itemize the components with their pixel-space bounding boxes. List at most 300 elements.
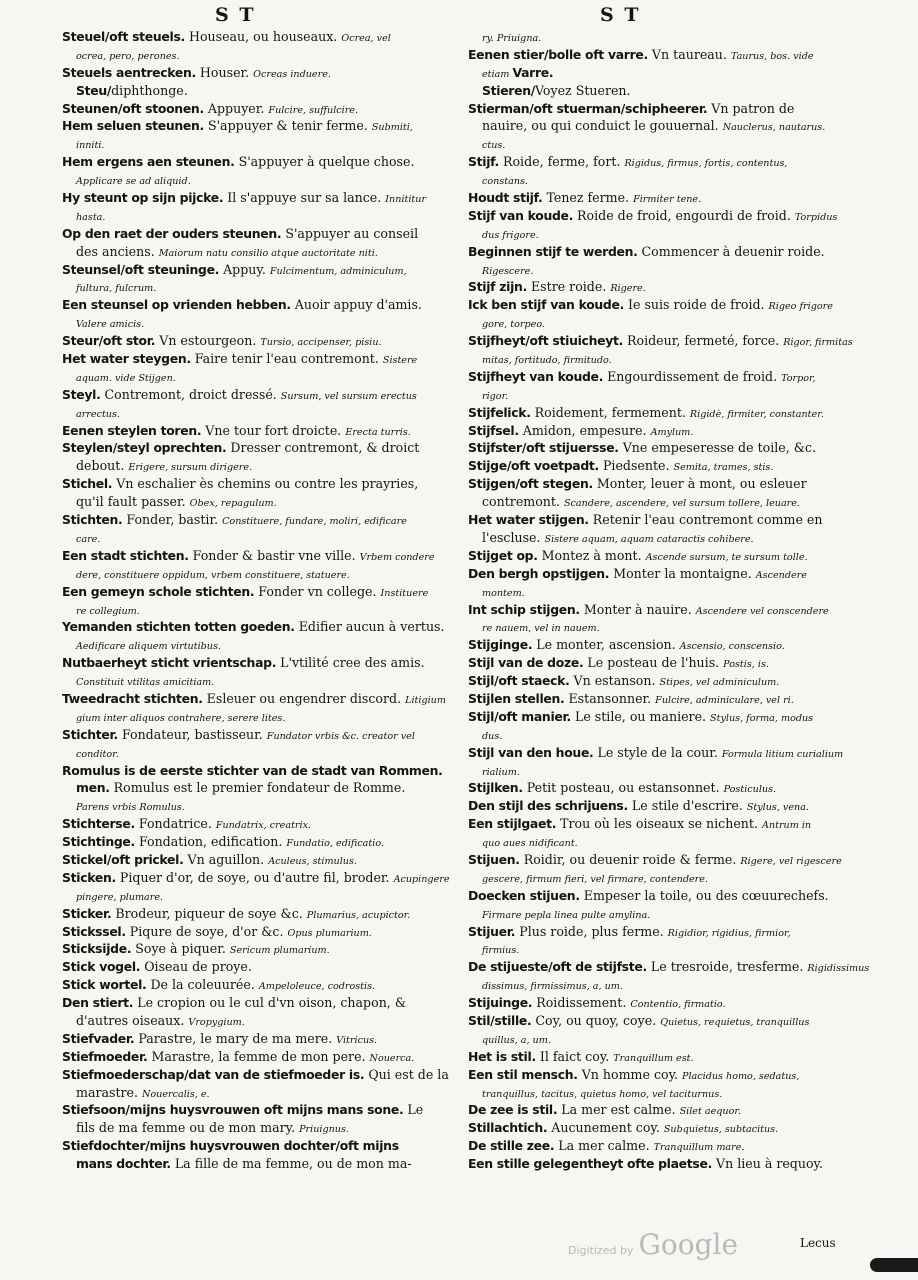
latin-gloss: quillus, a, um. bbox=[482, 1034, 551, 1046]
latin-gloss: Litigium bbox=[405, 694, 446, 706]
latin-gloss: Sursum, vel sursum erectus bbox=[280, 390, 417, 402]
dictionary-entry-line bbox=[468, 547, 860, 565]
dictionary-entry-line bbox=[468, 887, 860, 905]
right-column bbox=[468, 28, 870, 1173]
dictionary-entry-line bbox=[62, 923, 456, 941]
latin-gloss: Fulcire, suffulcire. bbox=[268, 104, 359, 116]
latin-gloss: Tursio, accipenser, pisiu. bbox=[260, 337, 382, 349]
latin-gloss: Erecta turris. bbox=[345, 426, 411, 438]
dictionary-entry-line bbox=[62, 368, 456, 386]
dictionary-entry-line bbox=[468, 64, 860, 82]
latin-gloss: Valere amicis. bbox=[76, 319, 145, 331]
headword: Stickel/oft prickel. bbox=[62, 851, 184, 867]
french-gloss: Piedsente. bbox=[598, 458, 674, 474]
latin-gloss: Scandere, ascendere, vel sursum tollere, leuare. bbox=[563, 498, 800, 510]
headword: Het water stijgen. bbox=[468, 512, 589, 528]
latin-gloss: Maiorum natu consilio atque auctoritate niti. bbox=[158, 247, 378, 259]
headword: Stijuinge. bbox=[468, 995, 533, 1011]
latin-gloss: Torpor, bbox=[781, 372, 816, 384]
latin-gloss: rialium. bbox=[482, 766, 520, 778]
french-gloss: De la coleuurée. bbox=[146, 977, 259, 993]
dictionary-entry-line bbox=[468, 511, 860, 529]
headword: Sticker. bbox=[62, 905, 112, 921]
latin-gloss: Rigidior, rigidius, firmior, bbox=[667, 927, 791, 939]
french-gloss: Monter la montaigne. bbox=[609, 565, 756, 581]
headword: Hy steunt op sijn pijcke. bbox=[62, 190, 224, 206]
headword: Doecken stijuen. bbox=[468, 887, 580, 903]
dictionary-entry-line bbox=[468, 779, 860, 797]
headword: Stijuer. bbox=[468, 923, 516, 939]
dictionary-entry-line bbox=[468, 583, 860, 601]
dictionary-entry-line bbox=[468, 529, 860, 547]
latin-gloss: dissimus, firmissimus, a, um. bbox=[482, 981, 623, 993]
french-gloss: Faire tenir l'eau contremont. bbox=[190, 351, 383, 367]
latin-gloss: Firmiter tene. bbox=[633, 194, 702, 206]
latin-gloss: gescere, firmum fieri, vel firmare, contendere. bbox=[482, 873, 708, 885]
dictionary-entry-line bbox=[468, 100, 860, 118]
dictionary-entry-line bbox=[468, 744, 860, 762]
headword: Stijl/oft staeck. bbox=[468, 673, 570, 689]
dictionary-entry-line bbox=[62, 851, 456, 869]
dictionary-entry-line bbox=[62, 869, 456, 887]
french-gloss: Vn eschalier ès chemins ou contre les prayries, bbox=[112, 476, 419, 492]
french-gloss: Roidement, fermement. bbox=[530, 404, 690, 420]
dictionary-entry-line bbox=[468, 797, 860, 815]
french-gloss: des anciens. bbox=[76, 243, 159, 259]
headword: Stichtinge. bbox=[62, 834, 135, 850]
latin-gloss: care. bbox=[76, 533, 101, 545]
headword: Stiefvader. bbox=[62, 1030, 135, 1046]
latin-gloss: Opus plumarium. bbox=[287, 927, 372, 939]
dictionary-entry-line bbox=[62, 887, 456, 905]
french-gloss: Roideur, fermeté, force. bbox=[623, 333, 784, 349]
french-gloss: Monter, leuer à mont, ou esleuer bbox=[592, 476, 807, 492]
headword: Stieren/ bbox=[482, 82, 535, 98]
headword: Sticken. bbox=[62, 869, 116, 885]
dictionary-entry-line bbox=[62, 618, 456, 636]
headword: Nutbaerheyt sticht vrientschap. bbox=[62, 655, 277, 671]
dictionary-entry-line bbox=[62, 1030, 456, 1048]
latin-gloss: Rigidus, firmus, fortis, contentus, bbox=[624, 158, 788, 170]
headword: Het is stil. bbox=[468, 1048, 536, 1064]
french-gloss: Fonder & bastir vne ville. bbox=[188, 547, 360, 563]
latin-gloss: Tranquillum mare. bbox=[653, 1142, 745, 1154]
french-gloss: Vn lieu à requoy. bbox=[711, 1156, 824, 1172]
latin-gloss: Stylus, vena. bbox=[746, 802, 809, 814]
headword: Steu/ bbox=[76, 82, 112, 98]
headword: Stichterse. bbox=[62, 816, 135, 832]
dictionary-entry-line bbox=[62, 475, 456, 493]
latin-gloss: Vitricus. bbox=[336, 1034, 378, 1046]
headword: Houdt stijf. bbox=[468, 190, 543, 206]
french-gloss: Voyez Stueren. bbox=[534, 82, 631, 98]
latin-gloss: Aculeus, stimulus. bbox=[268, 855, 357, 867]
dictionary-entry-line bbox=[468, 708, 860, 726]
latin-gloss: Sistere bbox=[382, 355, 418, 367]
dictionary-entry-line bbox=[62, 779, 456, 797]
dictionary-entry-line bbox=[468, 1066, 860, 1084]
dictionary-entry-line bbox=[468, 28, 860, 46]
french-gloss: Appuyer. bbox=[203, 100, 269, 116]
latin-gloss: firmius. bbox=[482, 945, 520, 957]
french-gloss: Le bbox=[403, 1102, 424, 1118]
french-gloss: Coy, ou quoy, coye. bbox=[531, 1012, 661, 1028]
headword: Stijfheyt/oft stiuicheyt. bbox=[468, 333, 624, 349]
dictionary-entry-line bbox=[62, 46, 456, 64]
headword: Steylen/steyl oprechten. bbox=[62, 440, 227, 456]
catchword: Lecus bbox=[800, 1236, 836, 1250]
dictionary-entry-line bbox=[468, 1137, 860, 1155]
french-gloss: Aucunement coy. bbox=[547, 1120, 664, 1136]
headword: Stijfster/oft stijuersse. bbox=[468, 440, 619, 456]
headword: Stijgen/oft stegen. bbox=[468, 476, 593, 492]
headword: Den bergh opstijgen. bbox=[468, 565, 610, 581]
french-gloss: Fondation, edification. bbox=[134, 834, 287, 850]
french-gloss: Amidon, empesure. bbox=[518, 422, 651, 438]
headword: Beginnen stijf te werden. bbox=[468, 243, 638, 259]
dictionary-entry-line bbox=[468, 1155, 860, 1173]
headword: Stijlen stellen. bbox=[468, 690, 565, 706]
latin-gloss: dus frigore. bbox=[482, 229, 539, 241]
latin-gloss: Rigidè, firmiter, constanter. bbox=[689, 408, 824, 420]
headword: Eenen stier/bolle oft varre. bbox=[468, 46, 648, 62]
french-gloss: Houseau, ou houseaux. bbox=[184, 29, 342, 44]
latin-gloss: Instituere bbox=[380, 587, 429, 599]
latin-gloss: Semita, trames, stis. bbox=[673, 462, 774, 474]
french-gloss: Fondateur, bastisseur. bbox=[117, 726, 267, 742]
dictionary-entry-line bbox=[62, 404, 456, 422]
french-gloss: La mer calme. bbox=[554, 1138, 654, 1154]
headword: Den stiert. bbox=[62, 995, 134, 1011]
headword: Stijuen. bbox=[468, 851, 520, 867]
latin-gloss: aquam. vide Stijgen. bbox=[76, 372, 176, 384]
latin-gloss: Innititur bbox=[385, 194, 427, 206]
french-gloss: Contremont, droict dressé. bbox=[100, 386, 281, 402]
dictionary-entry-line bbox=[468, 422, 860, 440]
headword: Stichten. bbox=[62, 512, 123, 528]
latin-gloss: Taurus, bos. vide bbox=[730, 50, 814, 62]
dictionary-entry-line bbox=[62, 905, 456, 923]
latin-gloss: Rigere, vel rigescere bbox=[740, 855, 842, 867]
latin-gloss: pingere, plumare. bbox=[76, 891, 164, 903]
french-gloss: Vn patron de bbox=[707, 100, 795, 116]
dictionary-entry-line bbox=[468, 135, 860, 153]
french-gloss: Houser. bbox=[195, 64, 254, 80]
french-gloss: Appuy. bbox=[219, 261, 270, 277]
dictionary-entry-line bbox=[62, 1101, 456, 1119]
french-gloss: Ie suis roide de froid. bbox=[624, 297, 769, 313]
headword: Een stadt stichten. bbox=[62, 547, 189, 563]
latin-gloss: Quietus, requietus, tranquillus bbox=[660, 1016, 810, 1028]
headword: Sticksijde. bbox=[62, 941, 132, 957]
french-gloss: Vn estanson. bbox=[569, 673, 660, 689]
dictionary-entry-line bbox=[468, 439, 860, 457]
french-gloss: Fonder vn college. bbox=[254, 583, 381, 599]
dictionary-entry-line bbox=[62, 100, 456, 118]
dictionary-entry-line bbox=[468, 314, 860, 332]
dictionary-entry-line bbox=[468, 457, 860, 475]
page-header-right: S T bbox=[600, 4, 641, 26]
dictionary-entry-line bbox=[468, 296, 860, 314]
latin-gloss: Plumarius, acupictor. bbox=[306, 909, 411, 921]
dictionary-entry-line bbox=[62, 672, 456, 690]
latin-gloss: Ascende sursum, te sursum tolle. bbox=[645, 551, 808, 563]
dictionary-entry-line bbox=[62, 690, 456, 708]
dictionary-entry-line bbox=[468, 368, 860, 386]
latin-gloss: Fundatio, edificatio. bbox=[286, 838, 384, 850]
dictionary-entry-line bbox=[62, 726, 456, 744]
dictionary-entry-line bbox=[62, 171, 456, 189]
dictionary-entry-line bbox=[468, 654, 860, 672]
latin-gloss: dus. bbox=[482, 730, 503, 742]
dictionary-entry-line bbox=[62, 28, 456, 46]
latin-gloss: Rigor, firmitas bbox=[783, 337, 853, 349]
french-gloss: Vn aguillon. bbox=[183, 851, 269, 867]
latin-gloss: Placidus homo, sedatus, bbox=[682, 1070, 800, 1082]
latin-gloss: Rigeo frigore bbox=[768, 301, 833, 313]
dictionary-entry-line bbox=[62, 940, 456, 958]
french-gloss: Vne tour fort droicte. bbox=[201, 422, 346, 438]
google-watermark bbox=[568, 1228, 738, 1261]
latin-gloss: Ocrea, vel bbox=[341, 33, 391, 44]
french-gloss: Trou où les oiseaux se nichent. bbox=[556, 816, 762, 832]
headword: Stijl van de doze. bbox=[468, 655, 584, 671]
dictionary-entry-line bbox=[62, 833, 456, 851]
latin-gloss: Torpidus bbox=[794, 211, 838, 223]
french-gloss: Roide, ferme, fort. bbox=[498, 154, 625, 170]
page-header-left: S T bbox=[215, 4, 256, 26]
french-gloss: nauire, ou qui conduict le gouuernal. bbox=[482, 118, 723, 134]
dictionary-entry-line bbox=[62, 976, 456, 994]
french-gloss: Monter à nauire. bbox=[579, 601, 696, 617]
latin-gloss: Parens vrbis Romulus. bbox=[76, 802, 185, 814]
latin-gloss: Antrum in bbox=[761, 820, 812, 832]
latin-gloss: Constituit vtilitas amicitiam. bbox=[76, 677, 215, 689]
french-gloss: Petit posteau, ou estansonnet. bbox=[522, 780, 724, 796]
left-column bbox=[62, 28, 456, 1173]
latin-gloss: Contentio, firmatio. bbox=[630, 999, 726, 1011]
dictionary-entry-line bbox=[468, 815, 860, 833]
dictionary-entry-line bbox=[468, 940, 860, 958]
dictionary-entry-line bbox=[62, 511, 456, 529]
dictionary-entry-line bbox=[62, 636, 456, 654]
headword: Eenen steylen toren. bbox=[62, 422, 202, 438]
latin-gloss: Sistere aquam, aquam cataractis cohibere. bbox=[544, 533, 754, 545]
dictionary-entry-line bbox=[468, 46, 860, 64]
latin-gloss: Submiti, bbox=[371, 122, 413, 134]
dictionary-entry-line bbox=[62, 1155, 456, 1173]
headword: Stick wortel. bbox=[62, 977, 147, 993]
french-gloss: Il faict coy. bbox=[535, 1048, 614, 1064]
latin-gloss: quo aues nidificant. bbox=[482, 838, 578, 850]
headword: Stijl van den houe. bbox=[468, 744, 594, 760]
headword: Stick vogel. bbox=[62, 959, 141, 975]
headword: Steur/oft stor. bbox=[62, 333, 156, 349]
latin-gloss: ry. Priuigna. bbox=[482, 33, 542, 44]
latin-gloss: conditor. bbox=[76, 748, 119, 760]
french-gloss: Tenez ferme. bbox=[542, 190, 634, 206]
dictionary-entry-line bbox=[468, 869, 860, 887]
latin-gloss: inniti. bbox=[76, 140, 105, 152]
french-gloss: La fille de ma femme, ou de mon ma- bbox=[170, 1156, 412, 1172]
headword: Ick ben stijf van koude. bbox=[468, 297, 625, 313]
dictionary-entry-line bbox=[468, 82, 860, 100]
latin-gloss: fultura, fulcrum. bbox=[76, 283, 157, 295]
dictionary-entry-line bbox=[62, 1119, 456, 1137]
latin-gloss: arrectus. bbox=[76, 408, 120, 420]
headword: De stille zee. bbox=[468, 1138, 555, 1154]
headword: Stiefsoon/mijns huysvrouwen oft mijns mans sone. bbox=[62, 1102, 404, 1118]
dictionary-entry-line bbox=[468, 404, 860, 422]
dictionary-entry-line bbox=[62, 207, 456, 225]
dictionary-entry-line bbox=[468, 189, 860, 207]
dictionary-entry-line bbox=[62, 225, 456, 243]
dictionary-entry-line bbox=[62, 762, 456, 780]
dictionary-entry-line bbox=[62, 261, 456, 279]
french-gloss: contremont. bbox=[482, 494, 564, 510]
french-gloss: fils de ma femme ou de mon mary. bbox=[76, 1120, 300, 1136]
dictionary-entry-line bbox=[62, 386, 456, 404]
headword: Stijl/oft manier. bbox=[468, 708, 571, 724]
french-gloss: l'escluse. bbox=[482, 529, 545, 545]
headword: Stijlken. bbox=[468, 780, 523, 796]
headword: Een stil mensch. bbox=[468, 1066, 578, 1082]
french-gloss: marastre. bbox=[76, 1084, 142, 1100]
dictionary-entry-line bbox=[468, 565, 860, 583]
dictionary-entry-line bbox=[468, 261, 860, 279]
dictionary-entry-line bbox=[468, 1101, 860, 1119]
headword: Romulus is de eerste stichter van de stadt van Rommen. bbox=[62, 762, 443, 778]
latin-gloss: Fulcire, adminiculare, vel ri. bbox=[655, 694, 794, 706]
watermark-brand: Google bbox=[638, 1228, 739, 1261]
dictionary-entry-line bbox=[468, 726, 860, 744]
headword: Steunsel/oft steuninge. bbox=[62, 261, 220, 277]
latin-gloss: etiam bbox=[482, 68, 513, 80]
french-gloss: Vn taureau. bbox=[647, 46, 731, 62]
dictionary-entry-line bbox=[62, 601, 456, 619]
latin-gloss: Fundator vrbis &c. creator vel bbox=[266, 730, 415, 742]
french-gloss: Le monter, ascension. bbox=[532, 637, 680, 653]
headword: Steunen/oft stoonen. bbox=[62, 100, 204, 116]
dictionary-entry-line bbox=[62, 583, 456, 601]
latin-gloss: Stylus, forma, modus bbox=[710, 712, 814, 724]
latin-gloss: Rigere. bbox=[610, 283, 646, 295]
headword: Een gemeyn schole stichten. bbox=[62, 583, 255, 599]
dictionary-entry-line bbox=[468, 350, 860, 368]
headword: Een stijlgaet. bbox=[468, 816, 557, 832]
headword: Steyl. bbox=[62, 386, 101, 402]
latin-gloss: Constituere, fundare, moliri, edificare bbox=[222, 516, 407, 528]
dictionary-entry-line bbox=[62, 994, 456, 1012]
french-gloss: Qui est de la bbox=[364, 1066, 449, 1082]
dictionary-entry-line bbox=[468, 601, 860, 619]
dictionary-entry-line bbox=[62, 278, 456, 296]
french-gloss: qu'il fault passer. bbox=[76, 494, 190, 510]
dictionary-entry-line bbox=[62, 815, 456, 833]
dictionary-entry-line bbox=[468, 225, 860, 243]
latin-gloss: Fundatrix, creatrix. bbox=[215, 820, 312, 832]
dictionary-entry-line bbox=[468, 833, 860, 851]
dictionary-entry-line bbox=[468, 618, 860, 636]
headword: Stijfheyt van koude. bbox=[468, 368, 604, 384]
french-gloss: Marastre, la femme de mon pere. bbox=[147, 1048, 370, 1064]
headword: Stijginge. bbox=[468, 637, 533, 653]
headword: Stijf. bbox=[468, 154, 499, 170]
dictionary-entry-line bbox=[468, 171, 860, 189]
dictionary-entry-line bbox=[62, 1012, 456, 1030]
french-gloss: Edifier aucun à vertus. bbox=[294, 619, 445, 635]
french-gloss: Le style de la cour. bbox=[593, 744, 722, 760]
headword: Den stijl des schrijuens. bbox=[468, 798, 628, 814]
french-gloss: Vne empeseresse de toile, &c. bbox=[618, 440, 816, 456]
latin-gloss: Acupingere bbox=[393, 873, 450, 885]
latin-gloss: Nauclerus, nautarus. bbox=[722, 122, 826, 134]
latin-gloss: Firmare pepla linea pulte amylina. bbox=[482, 909, 651, 921]
headword: mans dochter. bbox=[76, 1156, 171, 1172]
dictionary-entry-line bbox=[468, 762, 860, 780]
headword: Stiefdochter/mijns huysvrouwen dochter/oft mijns bbox=[62, 1138, 399, 1154]
french-gloss: S'appuyer & tenir ferme. bbox=[203, 118, 372, 134]
latin-gloss: Stipes, vel adminiculum. bbox=[659, 677, 780, 689]
headword: Stillachtich. bbox=[468, 1120, 548, 1136]
dictionary-entry-line bbox=[468, 851, 860, 869]
french-gloss: Roide de froid, engourdi de froid. bbox=[573, 207, 795, 223]
dictionary-entry-line bbox=[62, 708, 456, 726]
latin-gloss: re nauem, vel in nauem. bbox=[482, 623, 600, 635]
dictionary-entry-line bbox=[468, 1119, 860, 1137]
latin-gloss: Rigidissimus bbox=[807, 963, 870, 975]
latin-gloss: Ascendere bbox=[755, 569, 807, 581]
dictionary-entry-line bbox=[62, 296, 456, 314]
dictionary-entry-line bbox=[468, 243, 860, 261]
dictionary-entry-line bbox=[62, 744, 456, 762]
dictionary-entry-line bbox=[62, 243, 456, 261]
french-gloss: debout. bbox=[76, 458, 129, 474]
dictionary-entry-line bbox=[468, 207, 860, 225]
latin-gloss: Tranquillum est. bbox=[613, 1052, 694, 1064]
dictionary-entry-line bbox=[62, 565, 456, 583]
dictionary-entry-line bbox=[468, 1048, 860, 1066]
dictionary-entry-line bbox=[468, 493, 860, 511]
french-gloss: Estre roide. bbox=[526, 279, 611, 295]
french-gloss: Empeser la toile, ou des cœuurechefs. bbox=[579, 887, 829, 903]
french-gloss: Fondatrice. bbox=[134, 816, 216, 832]
headword: Stijfelick. bbox=[468, 404, 531, 420]
latin-gloss: Posticulus. bbox=[723, 784, 777, 796]
dictionary-entry-line bbox=[62, 457, 456, 475]
latin-gloss: Nouerca. bbox=[369, 1052, 415, 1064]
headword: Stijf zijn. bbox=[468, 279, 527, 295]
french-gloss: Vn homme coy. bbox=[577, 1066, 683, 1082]
french-gloss: Le stile, ou maniere. bbox=[570, 708, 711, 724]
french-gloss: Piqure de soye, d'or &c. bbox=[125, 923, 288, 939]
headword: Steuels aentrecken. bbox=[62, 64, 196, 80]
french-gloss: Retenir l'eau contremont comme en bbox=[588, 512, 823, 528]
latin-gloss: Silet aequor. bbox=[679, 1106, 741, 1118]
french-gloss: Il s'appuye sur sa lance. bbox=[223, 190, 386, 206]
dictionary-entry-line bbox=[62, 314, 456, 332]
french-gloss: Le cropion ou le cul d'vn oison, chapon, & bbox=[133, 995, 407, 1011]
dictionary-entry-line bbox=[468, 117, 860, 135]
latin-gloss: constans. bbox=[482, 176, 528, 188]
headword: Een stille gelegentheyt ofte plaetse. bbox=[468, 1156, 712, 1172]
headword-ref: Varre. bbox=[512, 64, 554, 80]
dictionary-entry-line bbox=[62, 1048, 456, 1066]
headword: Stickssel. bbox=[62, 923, 126, 939]
dictionary-entry-line bbox=[62, 64, 456, 82]
french-gloss: Soye à piquer. bbox=[131, 941, 230, 957]
dictionary-entry-line bbox=[62, 797, 456, 815]
